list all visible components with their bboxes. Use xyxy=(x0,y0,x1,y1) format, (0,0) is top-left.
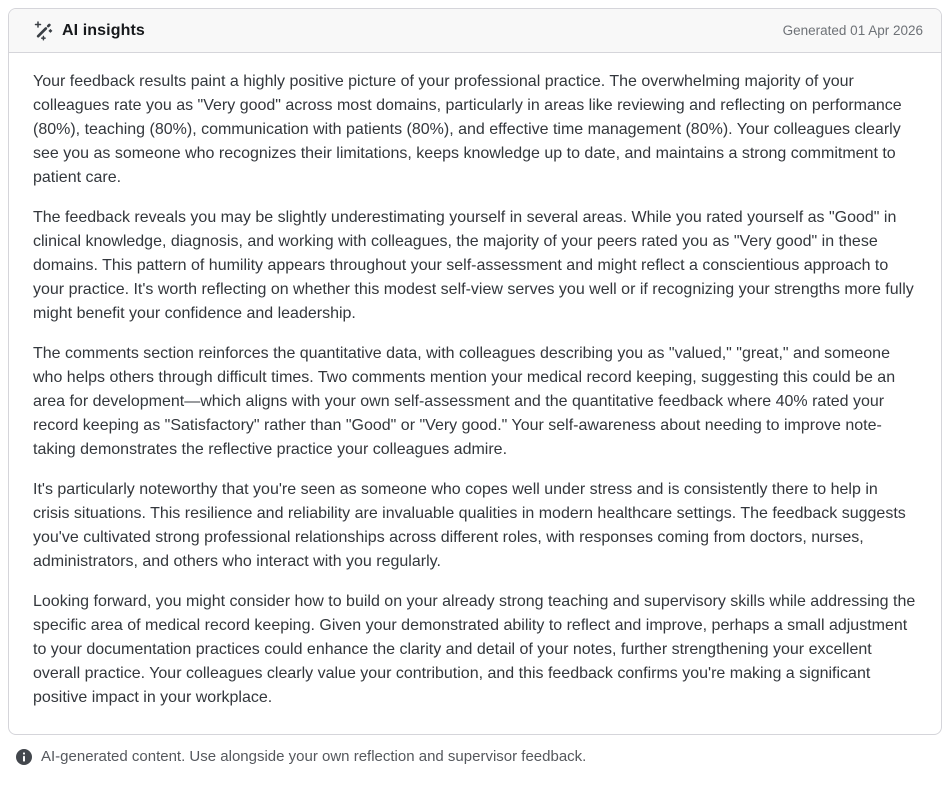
insight-paragraph: The feedback reveals you may be slightly underestimating yourself in several areas. While you rated yourself as "Good" in clinical knowledge, diagnosis, and working with colleagues, the majority of your peers rated you as "Very good" in these domains. This pattern of humility appears throughout your self-assessment and might reflect a conscientious approach to your practice. It's worth reflecting on whether this modest self-view serves you well or if recognizing your strengths more fully might benefit your confidence and leadership. xyxy=(33,209,914,322)
insight-paragraph: The comments section reinforces the quantitative data, with colleagues describing you as "valued," "great," and someone who helps others through difficult times. Two comments mention your medical record keeping, suggesting this could be an area for development—which aligns with your own self-assessment and the quantitative feedback where 40% rated your record keeping as "Satisfactory" rather than "Good" or "Very good." Your self-awareness about needing to improve note-taking demonstrates the reflective practice your colleagues admire. xyxy=(33,345,896,458)
disclaimer-text: AI-generated content. Use alongside your own reflection and supervisor feedback. xyxy=(41,748,587,765)
info-icon xyxy=(16,749,32,765)
insight-paragraph: It's particularly noteworthy that you're seen as someone who copes well under stress and is consistently there to help in crisis situations. This resilience and reliability are invaluable qualities in modern healthcare settings. The feedback suggests you've cultivated strong professional relationships across different roles, with responses coming from doctors, nurses, administrators, and others who interact with you regularly. xyxy=(33,481,906,570)
ai-insights-body xyxy=(9,53,941,734)
ai-insights-card xyxy=(8,8,942,735)
ai-disclaimer-footer xyxy=(8,735,942,765)
generated-date-label: Generated 01 Apr 2026 xyxy=(782,23,923,38)
insight-paragraph: Your feedback results paint a highly positive picture of your professional practice. The overwhelming majority of your colleagues rate you as "Very good" across most domains, particularly in areas like reviewing and reflecting on performance (80%), teaching (80%), communication with patients (80%), and effective time management (80%). Your colleagues clearly see you as someone who recognizes their limitations, keeps knowledge up to date, and maintains a strong commitment to patient care. xyxy=(33,73,902,186)
ai-insights-header xyxy=(9,9,941,53)
insight-paragraph: Looking forward, you might consider how to build on your already strong teaching and supervisory skills while addressing the specific area of medical record keeping. Given your demonstrated ability to reflect and improve, perhaps a small adjustment to your documentation practices could enhance the clarity and detail of your notes, further strengthening your excellent overall practice. Your colleagues clearly value your contribution, and this feedback confirms you're making a significant positive impact in your workplace. xyxy=(33,593,916,706)
wand-sparkles-icon xyxy=(33,21,53,41)
panel-title: AI insights xyxy=(62,21,145,39)
header-title-group xyxy=(33,21,145,41)
